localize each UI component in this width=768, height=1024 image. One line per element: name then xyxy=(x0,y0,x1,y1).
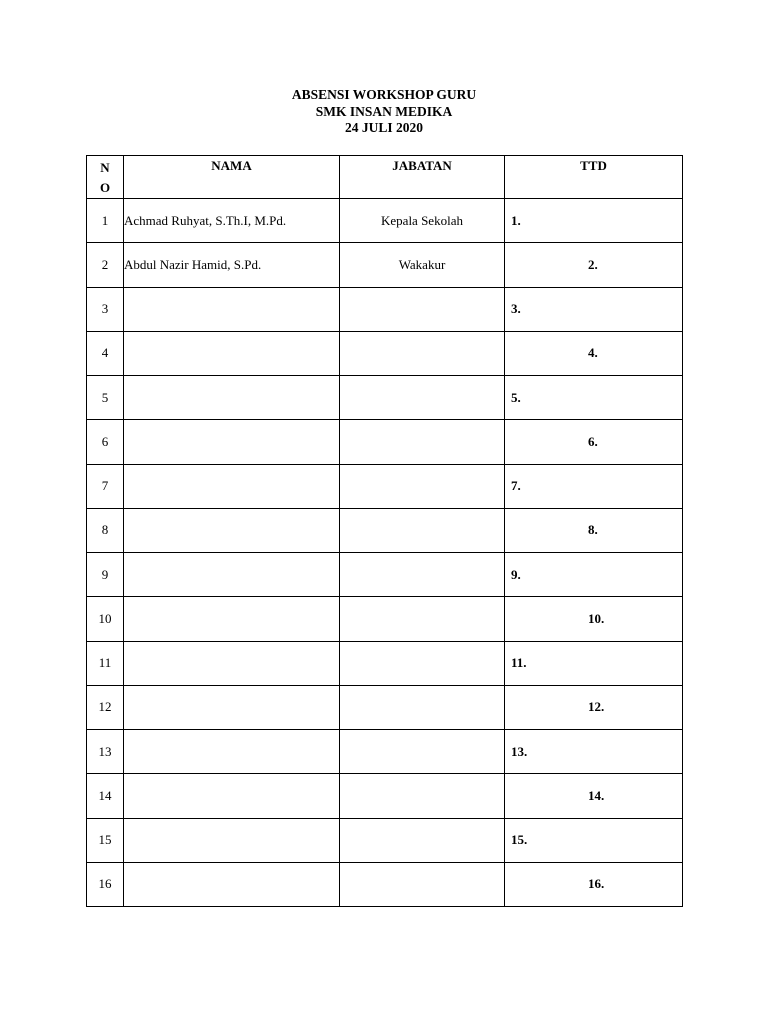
row-nama[interactable] xyxy=(124,730,340,774)
row-number: 7 xyxy=(87,464,124,508)
table-row xyxy=(87,553,683,597)
row-jabatan[interactable] xyxy=(340,818,505,862)
row-jabatan[interactable]: Wakakur xyxy=(340,243,505,287)
table-row xyxy=(87,420,683,464)
table-row xyxy=(87,376,683,420)
row-number: 16 xyxy=(87,862,124,906)
row-nama[interactable] xyxy=(124,508,340,552)
row-nama[interactable] xyxy=(124,331,340,375)
row-ttd-signature[interactable]: 12. xyxy=(505,685,683,729)
title-line-event: ABSENSI WORKSHOP GURU xyxy=(291,87,477,102)
row-number: 13 xyxy=(87,730,124,774)
row-ttd-signature[interactable]: 16. xyxy=(505,862,683,906)
table-row xyxy=(87,331,683,375)
row-ttd-signature[interactable]: 4. xyxy=(505,331,683,375)
row-jabatan[interactable] xyxy=(340,331,505,375)
row-number: 14 xyxy=(87,774,124,818)
column-header-jabatan: JABATAN xyxy=(340,156,505,199)
row-nama[interactable] xyxy=(124,420,340,464)
row-jabatan[interactable] xyxy=(340,730,505,774)
table-row xyxy=(87,862,683,906)
title-line-school: SMK INSAN MEDIKA xyxy=(315,103,453,119)
table-row xyxy=(87,641,683,685)
row-ttd-signature[interactable]: 8. xyxy=(505,508,683,552)
row-jabatan[interactable] xyxy=(340,641,505,685)
row-jabatan[interactable] xyxy=(340,464,505,508)
row-jabatan[interactable] xyxy=(340,508,505,552)
document-title xyxy=(0,87,768,137)
row-jabatan[interactable] xyxy=(340,287,505,331)
row-jabatan[interactable] xyxy=(340,597,505,641)
row-jabatan[interactable] xyxy=(340,862,505,906)
table-row xyxy=(87,597,683,641)
table-header-row xyxy=(87,156,683,199)
table-row xyxy=(87,199,683,243)
row-ttd-signature[interactable]: 10. xyxy=(505,597,683,641)
row-ttd-signature[interactable]: 1. xyxy=(505,199,683,243)
row-number: 3 xyxy=(87,287,124,331)
row-nama[interactable] xyxy=(124,597,340,641)
row-ttd-signature[interactable]: 2. xyxy=(505,243,683,287)
table-row xyxy=(87,287,683,331)
row-nama[interactable] xyxy=(124,862,340,906)
row-number: 2 xyxy=(87,243,124,287)
row-jabatan[interactable] xyxy=(340,774,505,818)
table-body xyxy=(87,199,683,907)
row-nama[interactable] xyxy=(124,287,340,331)
row-nama[interactable] xyxy=(124,464,340,508)
row-number: 5 xyxy=(87,376,124,420)
table-row xyxy=(87,464,683,508)
table-row xyxy=(87,774,683,818)
row-nama[interactable] xyxy=(124,685,340,729)
row-number: 10 xyxy=(87,597,124,641)
row-jabatan[interactable] xyxy=(340,553,505,597)
row-number: 15 xyxy=(87,818,124,862)
row-number: 6 xyxy=(87,420,124,464)
column-header-nama: NAMA xyxy=(124,156,340,199)
row-ttd-signature[interactable]: 6. xyxy=(505,420,683,464)
table-row xyxy=(87,685,683,729)
row-jabatan[interactable]: Kepala Sekolah xyxy=(340,199,505,243)
row-jabatan[interactable] xyxy=(340,376,505,420)
table-row xyxy=(87,508,683,552)
row-ttd-signature[interactable]: 14. xyxy=(505,774,683,818)
row-number: 11 xyxy=(87,641,124,685)
row-number: 9 xyxy=(87,553,124,597)
column-header-no-line2: O xyxy=(99,180,111,195)
row-nama[interactable] xyxy=(124,376,340,420)
row-ttd-signature[interactable]: 15. xyxy=(505,818,683,862)
row-ttd-signature[interactable]: 7. xyxy=(505,464,683,508)
row-ttd-signature[interactable]: 5. xyxy=(505,376,683,420)
table-row xyxy=(87,730,683,774)
table-row xyxy=(87,243,683,287)
column-header-ttd: TTD xyxy=(505,156,683,199)
row-number: 12 xyxy=(87,685,124,729)
table-row xyxy=(87,818,683,862)
row-nama[interactable] xyxy=(124,818,340,862)
row-nama[interactable]: Achmad Ruhyat, S.Th.I, M.Pd. xyxy=(124,199,340,243)
row-jabatan[interactable] xyxy=(340,685,505,729)
row-ttd-signature[interactable]: 13. xyxy=(505,730,683,774)
row-ttd-signature[interactable]: 11. xyxy=(505,641,683,685)
row-ttd-signature[interactable]: 9. xyxy=(505,553,683,597)
row-number: 1 xyxy=(87,199,124,243)
row-nama[interactable] xyxy=(124,553,340,597)
title-line-date: 24 JULI 2020 xyxy=(344,120,423,135)
column-header-no xyxy=(87,156,124,199)
column-header-no-line1: N xyxy=(100,160,110,175)
row-nama[interactable] xyxy=(124,774,340,818)
row-number: 4 xyxy=(87,331,124,375)
attendance-table xyxy=(86,155,683,907)
row-jabatan[interactable] xyxy=(340,420,505,464)
row-number: 8 xyxy=(87,508,124,552)
row-ttd-signature[interactable]: 3. xyxy=(505,287,683,331)
row-nama[interactable]: Abdul Nazir Hamid, S.Pd. xyxy=(124,243,340,287)
row-nama[interactable] xyxy=(124,641,340,685)
